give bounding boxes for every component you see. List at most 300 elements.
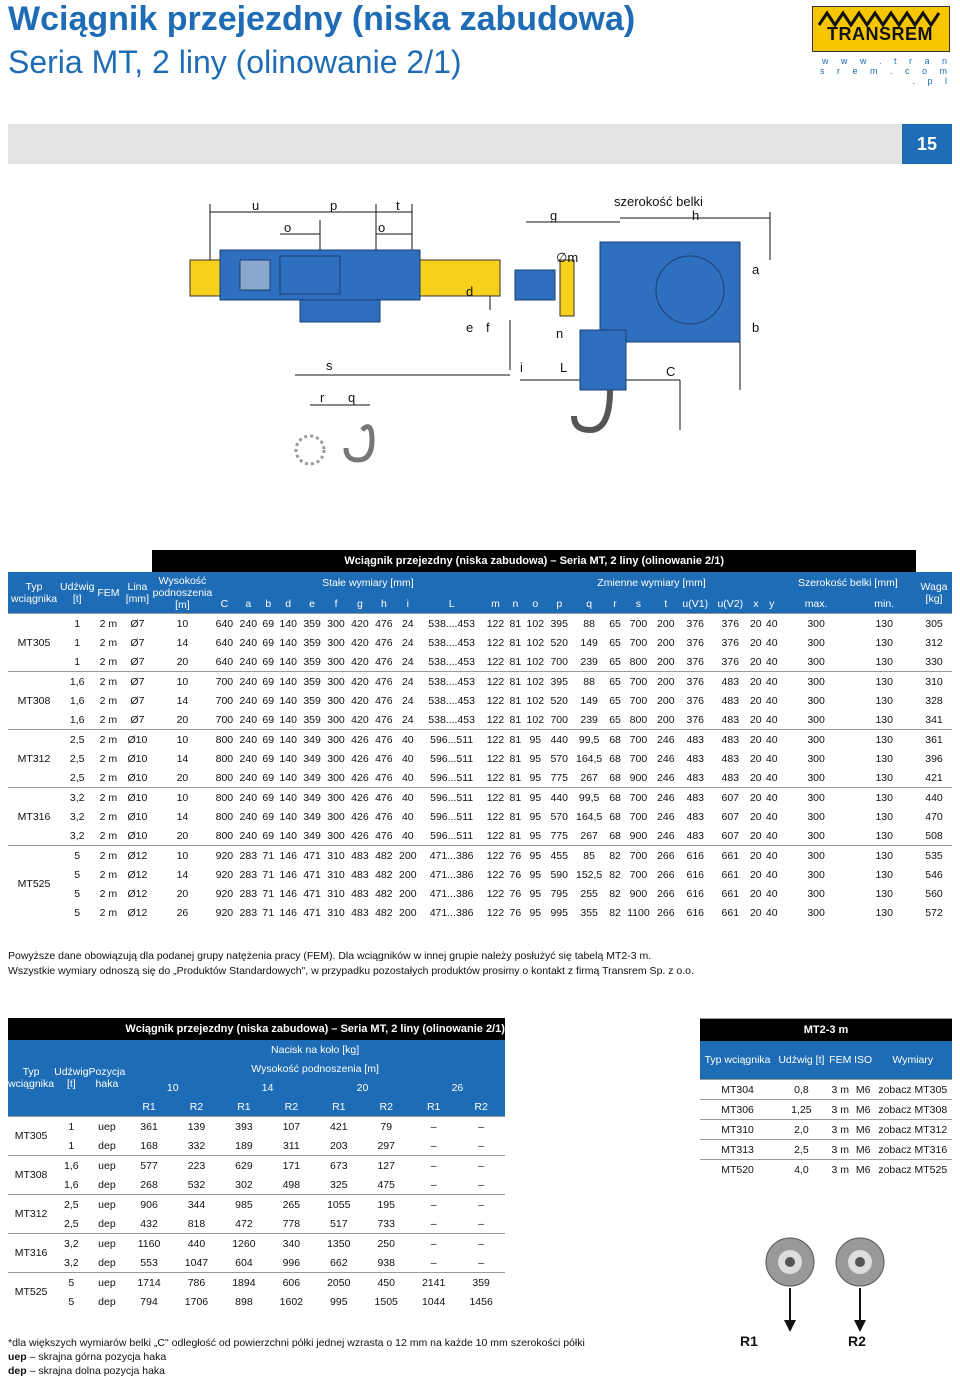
table-cell: 596...511 [430,771,474,784]
type-cell: MT305 [8,614,60,672]
table-cell: 794 [140,1295,158,1308]
table-cell: 482 [375,868,393,881]
table-cell: 361 [125,1117,172,1137]
table-cell: 20 [748,788,764,808]
table-cell: 359 [303,694,321,707]
table-cell: 69 [260,788,276,808]
t2-sub-cell: R2 [268,1097,315,1117]
table-cell: zobacz MT308 [874,1100,953,1120]
wheel-load-table [8,1018,505,1311]
table-cell: 200 [396,846,420,866]
table-cell: 240 [239,771,258,784]
table-cell: 71 [260,846,276,866]
table-cell: 640 [215,655,234,668]
table-cell: 2 m [99,655,118,668]
table-cell: 240 [239,694,258,707]
dim-o1: o [284,220,292,235]
table-cell: 2 m [94,846,122,866]
table-cell: 310 [916,672,952,692]
table-cell: 2 m [99,771,118,784]
table-cell: 1714 [125,1273,172,1293]
table-cell: 20 [749,655,762,668]
table-cell: 311 [282,1139,300,1152]
table-cell: 189 [235,1139,253,1152]
table-cell: 349 [303,752,321,765]
header-band [8,124,952,164]
table-cell: – [457,1117,505,1137]
table-cell: 65 [607,614,623,634]
r2-label: R2 [848,1333,866,1349]
table-cell: 140 [276,614,300,634]
table-cell: 69 [262,752,275,765]
table-cell: 102 [523,672,547,692]
table-cell: 239 [580,655,598,668]
table-cell: – [457,1234,505,1254]
table-cell: 130 [852,846,916,866]
table-cell: 40 [765,694,778,707]
table-cell: 432 [140,1217,158,1230]
table-cell: 483 [713,730,748,750]
table-cell: 40 [765,868,778,881]
logo-text: TRANSREM [827,24,933,44]
table-cell: 122 [486,694,505,707]
table-cell: 577 [125,1156,172,1176]
table-cell: 3 m [828,1140,853,1160]
table-cell: 81 [509,752,522,765]
table-cell: 300 [807,887,825,900]
table-cell: 40 [765,771,778,784]
table-cell: 3,2 [54,1234,88,1254]
type-cell: MT308 [8,1156,54,1195]
subheader-cell: h [372,594,396,614]
dim-d: d [466,284,474,299]
table-cell: 68 [609,829,621,842]
table-cell: 300 [327,771,345,784]
table-cell: 300 [327,752,345,765]
table-cell: 661 [721,887,740,900]
table-cell: 10 [152,614,212,634]
table-cell: 421 [925,771,943,784]
table-cell: zobacz MT525 [874,1160,953,1180]
table-cell: 3,2 [69,810,85,823]
table-cell: 95 [523,846,547,866]
table-cell: 300 [807,771,825,784]
table-cell: 81 [507,730,523,750]
table-cell: 483 [678,788,713,808]
table-cell: 2050 [315,1273,362,1293]
table-cell: 0,8 [775,1080,828,1100]
table-cell: 81 [509,771,522,784]
table-cell: Ø12 [122,846,152,866]
col-weight: Waga [kg] [916,572,952,614]
table-cell: 140 [279,771,297,784]
subheader-cell: s [623,594,654,614]
table-cell: 81 [507,788,523,808]
table-row [8,884,952,903]
subheader-cell: n [507,594,523,614]
t2-col-wheel-load: Nacisk na koło [kg] [125,1040,505,1059]
table-cell: Ø10 [127,752,148,765]
table-cell: 65 [607,672,623,692]
t2-sub-cell: R2 [173,1097,220,1117]
table-cell: 1456 [469,1295,493,1308]
table-cell: 65 [609,655,621,668]
table-cell: Ø10 [122,788,152,808]
table-cell: 246 [657,752,675,765]
table-cell: 200 [654,614,678,634]
table-cell: 283 [236,846,260,866]
table-cell: 20 [748,730,764,750]
col-height: Wysokość podnoszenia [m] [152,572,212,614]
table-cell: 906 [125,1195,172,1215]
table-cell: 2,0 [775,1120,828,1140]
table-cell: 130 [875,636,893,649]
table-cell: 349 [303,771,321,784]
table-cell: 40 [765,655,778,668]
table-cell: 65 [609,713,621,726]
table-row [700,1120,952,1140]
table-cell: 476 [375,752,393,765]
table-cell: 616 [686,868,705,881]
table-cell: 300 [807,655,825,668]
type-cell: MT316 [8,1234,54,1273]
table-cell: 130 [852,614,916,634]
table-cell: zobacz MT316 [874,1140,953,1160]
table-cell: 130 [875,829,893,842]
table-cell: 420 [351,655,369,668]
subheader-cell: o [523,594,547,614]
table-cell: 107 [268,1117,315,1137]
table-cell: 300 [327,694,345,707]
table-cell: 102 [526,636,545,649]
table-cell: 140 [279,713,297,726]
table-cell: 24 [396,672,420,692]
table-cell: 376 [686,655,705,668]
table-cell: 421 [315,1117,362,1137]
table-cell: 69 [262,636,275,649]
table-cell: 483 [713,672,748,692]
table-cell: 40 [764,730,780,750]
table-cell: 20 [748,614,764,634]
table-cell: 607 [721,829,740,842]
table-cell: 266 [657,868,675,881]
type-cell: MT305 [8,1117,54,1156]
table-cell: 482 [372,846,396,866]
table-cell: 376 [686,713,705,726]
table-cell: Ø12 [127,868,148,881]
table-cell: 546 [925,868,943,881]
table-cell: 596...511 [430,829,474,842]
table-cell: 2,5 [54,1195,88,1215]
table-cell: 483 [686,752,705,765]
table-cell: 40 [401,810,414,823]
table-cell: 376 [713,614,748,634]
table-cell: 376 [686,694,705,707]
table-cell: 140 [279,655,297,668]
table-cell: 1505 [374,1295,398,1308]
dim-C: C [666,364,676,379]
table-cell: dep [98,1178,116,1191]
type-cell: MT525 [8,846,60,923]
table-cell: 538....453 [428,694,475,707]
table-cell: 2 m [99,868,118,881]
table-cell: 483 [686,771,705,784]
footnote-dep: dep – skrajna dolna pozycja haka [8,1365,166,1377]
table-row [8,633,952,652]
table-cell: 240 [236,614,260,634]
table-cell: 5 [74,887,81,900]
table-cell: 517 [330,1217,348,1230]
table-cell: 471...386 [429,868,474,881]
table-cell: 1047 [184,1256,209,1269]
table-cell: uep [89,1234,126,1254]
table-cell: uep [89,1156,126,1176]
table-cell: 476 [372,788,396,808]
table-cell: 538....453 [428,713,475,726]
col-type: Typ wciągnika [8,572,60,614]
table-row [8,1292,505,1311]
table-cell: 69 [262,713,275,726]
table-cell: 476 [372,672,396,692]
table-cell: 700 [629,636,648,649]
table-cell: uep [89,1273,126,1293]
table-cell: M6 [853,1140,874,1160]
table-cell: 95 [523,788,547,808]
t3-header: Udźwig [t] [775,1041,828,1080]
table-cell: 88 [571,672,607,692]
table-cell: 376 [678,672,713,692]
table-row [8,826,952,846]
table-cell: 40 [396,788,420,808]
table-cell: 426 [348,730,372,750]
table-cell: 300 [324,788,348,808]
table-cell: 3 m [828,1100,853,1120]
table-cell: 1055 [315,1195,362,1215]
table-cell: MT313 [700,1140,775,1160]
table-cell: 240 [239,829,258,842]
table-cell: 3,2 [69,829,85,842]
table-row [700,1140,952,1160]
table-cell: 440 [916,788,952,808]
table-cell: 171 [268,1156,315,1176]
table-cell: 1 [60,614,94,634]
t2-col-position: Pozycja haka [89,1040,126,1117]
footnote-beam: *dla większych wymiarów belki „C" odległość od powierzchni półki jednej wzrasta o 12 mm na każde 10 mm szerokości półki [8,1337,585,1349]
table-cell: 800 [215,771,234,784]
table-cell: 4,0 [775,1160,828,1180]
table-cell: 920 [215,906,234,919]
table-cell: 82 [609,887,621,900]
table-cell: 5 [54,1273,88,1293]
table-cell: 395 [547,672,571,692]
t3-header: ISO [853,1041,874,1080]
table-cell: 376 [686,636,705,649]
table-cell: 65 [609,694,621,707]
table-cell: 3 m [828,1120,853,1140]
table-cell: 1 [54,1117,88,1137]
table-cell: 661 [721,906,740,919]
table-cell: 14 [176,694,189,707]
table-cell: 483 [721,752,740,765]
table-cell: M6 [853,1100,874,1120]
col-fem: FEM [94,572,122,614]
table-cell: Ø7 [130,713,145,726]
table-cell: 359 [457,1273,505,1293]
dim-t: t [396,198,400,213]
table-cell: 200 [399,868,417,881]
table-cell: 140 [276,788,300,808]
table-cell: 140 [279,636,297,649]
table-cell: 20 [176,655,189,668]
table-cell: 76 [507,846,523,866]
table-cell: uep [89,1117,126,1137]
table-cell: 426 [351,829,369,842]
table-cell: 266 [657,906,675,919]
table-row [8,1156,505,1176]
table-cell: 471 [303,868,321,881]
table-row [8,788,952,808]
table-cell: 130 [875,868,893,881]
table-cell: 616 [686,906,705,919]
table-cell: 122 [484,730,508,750]
table-cell: 662 [330,1256,348,1269]
table-cell: 140 [276,672,300,692]
logo-url: w w w . t r a n s r e m . c o m . p l [819,56,952,86]
table-cell: 268 [140,1178,158,1191]
t2-height: 20 [315,1078,410,1097]
table-cell: 81 [509,636,522,649]
table-cell: 140 [279,810,297,823]
table-row [8,1234,505,1254]
table-cell: 102 [523,614,547,634]
table-cell: uep [89,1195,126,1215]
subheader-cell: p [547,594,571,614]
table-cell: 482 [375,887,393,900]
table-cell: 476 [375,771,393,784]
table-cell: 146 [276,846,300,866]
table-cell: 900 [629,771,648,784]
subheader-cell: f [324,594,348,614]
table-cell: 661 [721,868,740,881]
table-cell: 283 [239,868,258,881]
table-cell: 640 [215,636,234,649]
table-cell: dep [98,1256,116,1269]
table-cell: 246 [654,788,678,808]
table-cell: 20 [749,771,762,784]
table-cell: 596...511 [430,810,474,823]
table-cell: 590 [550,868,568,881]
table-cell: 2,5 [69,771,85,784]
table-cell: 14 [176,752,189,765]
table-cell: 341 [925,713,943,726]
table-row [8,1195,505,1215]
subheader-cell: u(V2) [713,594,748,614]
table-cell: 2 m [99,694,118,707]
table-cell: 130 [875,810,893,823]
table-cell: 450 [363,1273,410,1293]
dim-r: r [320,390,325,405]
table-cell: 146 [279,868,297,881]
table-cell: 538....453 [428,636,475,649]
table-cell: 81 [507,614,523,634]
dim-u: u [252,198,260,213]
table-cell: 40 [765,810,778,823]
table-cell: – [430,1178,437,1191]
table-cell: 2 m [94,730,122,750]
table-cell: 40 [765,636,778,649]
table-row [700,1100,952,1120]
table-row [8,768,952,788]
table-cell: 81 [509,829,522,842]
table-cell: 1044 [421,1295,446,1308]
table-cell: dep [98,1139,116,1152]
table-cell: 2 m [99,887,118,900]
table-cell: 700 [215,694,234,707]
table-cell: 700 [623,672,654,692]
table-cell: 2,5 [60,730,94,750]
table-cell: 420 [351,636,369,649]
table-cell: 20 [176,829,189,842]
table-cell: 139 [173,1117,220,1137]
table-cell: 476 [375,655,393,668]
table-cell: 300 [327,636,345,649]
table-cell: 69 [262,694,275,707]
table-cell: 122 [486,829,505,842]
table-cell: 700 [550,655,568,668]
subheader-cell: b [260,594,276,614]
table-cell: 606 [268,1273,315,1293]
subheader-cell: t [654,594,678,614]
table-cell: 130 [852,788,916,808]
table-cell: 140 [279,694,297,707]
table-cell: 476 [375,713,393,726]
table-cell: 483 [351,868,369,881]
table-cell: 2,5 [64,1217,79,1230]
table-cell: MT304 [700,1080,775,1100]
table-cell: – [410,1234,457,1254]
footnote-uep: uep – skrajna górna pozycja haka [8,1351,167,1363]
table-cell: 471...386 [429,906,474,919]
subheader-cell: a [236,594,260,614]
table-cell: 76 [509,887,522,900]
table-cell: 520 [550,694,568,707]
table-cell: 538....453 [428,655,475,668]
table-cell: 20 [749,810,762,823]
table-cell: 122 [486,713,505,726]
table-cell: 475 [377,1178,395,1191]
table-cell: dep [98,1295,116,1308]
page-title: Wciągnik przejezdny (niska zabudowa) [8,0,636,38]
table-cell: 300 [327,810,345,823]
table-cell: 359 [300,614,324,634]
table-cell: 99,5 [571,730,607,750]
table-cell: Ø10 [127,829,148,842]
table-cell: 700 [629,752,648,765]
table-cell: 775 [550,829,568,842]
table-cell: 68 [607,788,623,808]
type-cell: MT312 [8,730,60,788]
table-cell: 2,5 [69,752,85,765]
table-cell: 68 [609,771,621,784]
t3-header: FEM [828,1041,853,1080]
table3-caption: MT2-3 m [700,1019,952,1042]
table-row [8,749,952,768]
table-cell: 69 [260,730,276,750]
table-cell: Ø10 [127,771,148,784]
table-cell: 10 [152,846,212,866]
hoist-diagram [180,190,820,480]
table-cell: 40 [401,829,414,842]
